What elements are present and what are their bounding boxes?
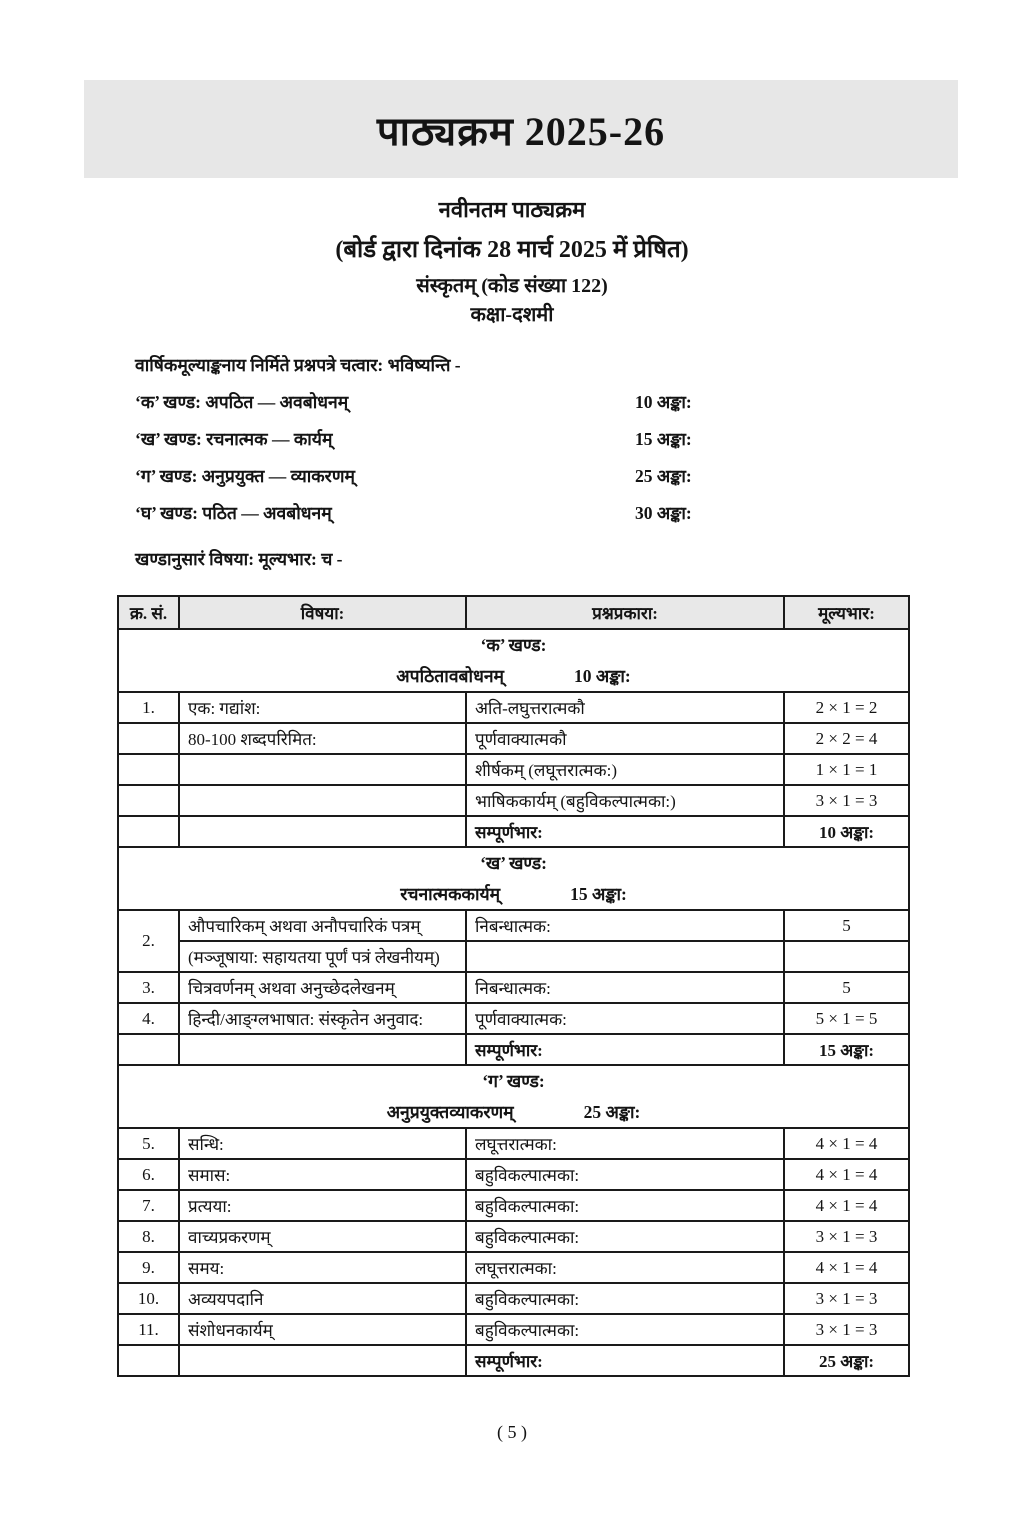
table-header-row	[118, 596, 909, 629]
topic-cell	[179, 816, 466, 847]
qtype-cell: बहुविकल्पात्मका:	[466, 1221, 784, 1252]
table-row	[118, 941, 909, 972]
sn-cell	[118, 754, 179, 785]
marks-cell: 4 × 1 = 4	[784, 1252, 909, 1283]
topic-cell	[179, 1345, 466, 1376]
total-label-cell: सम्पूर्णभार:	[466, 1034, 784, 1065]
khand-label: ‘घ’ खण्ड: पठित — अवबोधनम्	[135, 503, 332, 523]
intro-closing-line: खण्डानुसारं विषया: मूल्यभार: च -	[135, 549, 343, 569]
section-subject: अपठितावबोधनम्	[396, 666, 505, 686]
section-title: ‘क’ खण्ड:	[480, 635, 547, 655]
khand-marks: 15 अङ्का:	[635, 429, 692, 449]
marks-cell: 3 × 1 = 3	[784, 1283, 909, 1314]
sn-cell: 4.	[118, 1003, 179, 1034]
marks-cell	[784, 941, 909, 972]
table-row	[118, 1283, 909, 1314]
khand-label: ‘ख’ खण्ड: रचनात्मक — कार्यम्	[135, 429, 333, 449]
khand-label: ‘क’ खण्ड: अपठित — अवबोधनम्	[135, 392, 349, 412]
total-marks-cell: 15 अङ्का:	[784, 1034, 909, 1065]
khand-line-ka	[135, 390, 934, 414]
khand-label: ‘ग’ खण्ड: अनुप्रयुक्त — व्याकरणम्	[135, 466, 355, 486]
table-row	[118, 1128, 909, 1159]
topic-cell: समय:	[179, 1252, 466, 1283]
qtype-cell: पूर्णवाक्यात्मकौ	[466, 723, 784, 754]
page-number: ( 5 )	[497, 1422, 527, 1442]
table-row	[118, 1190, 909, 1221]
sn-cell: 11.	[118, 1314, 179, 1345]
marks-cell: 4 × 1 = 4	[784, 1159, 909, 1190]
qtype-cell: लघूत्तरात्मका:	[466, 1128, 784, 1159]
sn-cell	[118, 785, 179, 816]
topic-cell: (मञ्जूषाया: सहायतया पूर्णं पत्रं लेखनीयम्)	[179, 941, 466, 972]
qtype-cell: पूर्णवाक्यात्मक:	[466, 1003, 784, 1034]
header-serial-number: क्र. सं.	[118, 596, 179, 629]
qtype-cell: बहुविकल्पात्मका:	[466, 1314, 784, 1345]
total-row	[118, 816, 909, 847]
sn-cell: 8.	[118, 1221, 179, 1252]
section-row-ka	[118, 629, 909, 692]
marks-cell: 2 × 1 = 2	[784, 692, 909, 723]
table-row	[118, 723, 909, 754]
section-title: ‘ग’ खण्ड:	[482, 1071, 545, 1091]
khand-marks: 25 अङ्का:	[635, 466, 692, 486]
table-row	[118, 1314, 909, 1345]
topic-cell: अव्ययपदानि	[179, 1283, 466, 1314]
topic-cell: एक: गद्यांश:	[179, 692, 466, 723]
marks-cell: 3 × 1 = 3	[784, 1314, 909, 1345]
total-label-cell: सम्पूर्णभार:	[466, 1345, 784, 1376]
table-row	[118, 785, 909, 816]
qtype-cell: निबन्धात्मक:	[466, 910, 784, 941]
subtitle-board-date: (बोर्ड द्वारा दिनांक 28 मार्च 2025 में प्रेषित)	[335, 237, 689, 263]
topic-cell: वाच्यप्रकरणम्	[179, 1221, 466, 1252]
section-cell	[118, 847, 909, 910]
section-row-ga	[118, 1065, 909, 1128]
section-cell	[118, 1065, 909, 1128]
syllabus-table	[117, 595, 910, 1377]
section-row-kha	[118, 847, 909, 910]
section-subject: अनुप्रयुक्तव्याकरणम्	[386, 1102, 514, 1122]
header-question-type: प्रश्नप्रकारा:	[466, 596, 784, 629]
sn-cell: 9.	[118, 1252, 179, 1283]
section-title: ‘ख’ खण्ड:	[480, 853, 547, 873]
qtype-cell: भाषिककार्यम् (बहुविकल्पात्मका:)	[466, 785, 784, 816]
table-row	[118, 754, 909, 785]
title-banner	[84, 80, 958, 178]
header-topic: विषया:	[179, 596, 466, 629]
sn-cell: 5.	[118, 1128, 179, 1159]
table-row	[118, 1003, 909, 1034]
subtitle-subject-code: संस्कृतम् (कोड संख्या 122)	[416, 275, 608, 297]
marks-cell: 1 × 1 = 1	[784, 754, 909, 785]
sn-cell: 1.	[118, 692, 179, 723]
qtype-cell	[466, 941, 784, 972]
total-marks-cell: 10 अङ्का:	[784, 816, 909, 847]
qtype-cell: बहुविकल्पात्मका:	[466, 1190, 784, 1221]
topic-cell	[179, 785, 466, 816]
topic-cell: 80-100 शब्दपरिमित:	[179, 723, 466, 754]
topic-cell: औपचारिकम् अथवा अनौपचारिकं पत्रम्	[179, 910, 466, 941]
intro-lead-line: वार्षिकमूल्याङ्कनाय निर्मिते प्रश्नपत्रे चत्वार: भविष्यन्ति -	[135, 355, 461, 375]
topic-cell	[179, 1034, 466, 1065]
khand-line-ga	[135, 464, 934, 488]
khand-marks: 10 अङ्का:	[635, 392, 692, 412]
sn-cell	[118, 723, 179, 754]
total-row	[118, 1034, 909, 1065]
topic-cell	[179, 754, 466, 785]
sn-cell: 3.	[118, 972, 179, 1003]
table-row	[118, 910, 909, 941]
marks-cell: 5	[784, 910, 909, 941]
khand-line-kha	[135, 427, 934, 451]
qtype-cell: अति-लघुत्तरात्मकौ	[466, 692, 784, 723]
topic-cell: प्रत्यया:	[179, 1190, 466, 1221]
subtitle-latest-syllabus: नवीनतम पाठ्यक्रम	[438, 197, 586, 222]
sn-cell: 10.	[118, 1283, 179, 1314]
page-title: पाठ्यक्रम 2025-26	[376, 108, 666, 154]
topic-cell: हिन्दी/आङ्ग्लभाषात: संस्कृतेन अनुवाद:	[179, 1003, 466, 1034]
section-cell	[118, 629, 909, 692]
total-marks-cell: 25 अङ्का:	[784, 1345, 909, 1376]
total-row	[118, 1345, 909, 1376]
topic-cell: चित्रवर्णनम् अथवा अनुच्छेदलेखनम्	[179, 972, 466, 1003]
qtype-cell: बहुविकल्पात्मका:	[466, 1159, 784, 1190]
section-marks: 15 अङ्का:	[570, 884, 627, 904]
section-marks: 25 अङ्का:	[583, 1102, 641, 1122]
subtitle-class: कक्षा-दशमी	[470, 304, 554, 326]
marks-cell: 5	[784, 972, 909, 1003]
table-row	[118, 1159, 909, 1190]
table-row	[118, 1221, 909, 1252]
marks-cell: 4 × 1 = 4	[784, 1190, 909, 1221]
sn-cell: 2.	[118, 910, 179, 972]
qtype-cell: बहुविकल्पात्मका:	[466, 1283, 784, 1314]
intro-block	[135, 353, 934, 571]
marks-cell: 5 × 1 = 5	[784, 1003, 909, 1034]
topic-cell: समास:	[179, 1159, 466, 1190]
khand-marks: 30 अङ्का:	[635, 503, 692, 523]
marks-cell: 3 × 1 = 3	[784, 785, 909, 816]
table-row	[118, 692, 909, 723]
header-weightage: मूल्यभार:	[784, 596, 909, 629]
sn-cell	[118, 1034, 179, 1065]
section-marks: 10 अङ्का:	[574, 666, 631, 686]
sn-cell: 6.	[118, 1159, 179, 1190]
topic-cell: सन्धि:	[179, 1128, 466, 1159]
marks-cell: 3 × 1 = 3	[784, 1221, 909, 1252]
sn-cell	[118, 1345, 179, 1376]
marks-cell: 4 × 1 = 4	[784, 1128, 909, 1159]
total-label-cell: सम्पूर्णभार:	[466, 816, 784, 847]
marks-cell: 2 × 2 = 4	[784, 723, 909, 754]
sn-cell	[118, 816, 179, 847]
section-subject: रचनात्मककार्यम्	[400, 884, 501, 904]
khand-line-gha	[135, 501, 934, 525]
topic-cell: संशोधनकार्यम्	[179, 1314, 466, 1345]
qtype-cell: निबन्धात्मक:	[466, 972, 784, 1003]
table-row	[118, 972, 909, 1003]
table-row	[118, 1252, 909, 1283]
qtype-cell: शीर्षकम् (लघूत्तरात्मक:)	[466, 754, 784, 785]
sn-cell: 7.	[118, 1190, 179, 1221]
qtype-cell: लघूत्तरात्मका:	[466, 1252, 784, 1283]
